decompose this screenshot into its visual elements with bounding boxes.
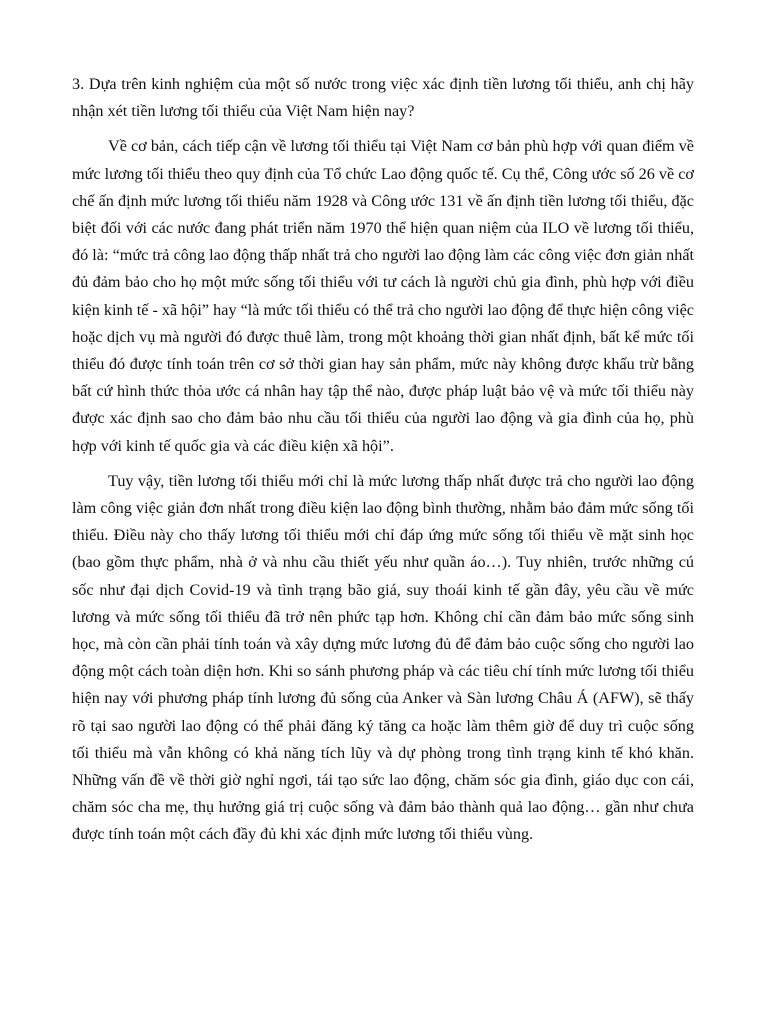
document-body (72, 71, 694, 849)
question-text: 3. Dựa trên kinh nghiệm của một số nước trong việc xác định tiền lương tối thiểu, anh chị hãy nhận xét tiền lương tối thiểu của Việt Nam hiện nay? (72, 75, 694, 121)
paragraph-ilo-definition: Về cơ bản, cách tiếp cận về lương tối thiểu tại Việt Nam cơ bản phù hợp với quan điểm về mức lương tối thiểu theo quy định của Tổ chức Lao động quốc tế. Cụ thể, Công ước số 26 về cơ chế ấn định mức lương tối thiểu năm 1928 và Công ước 131 về ấn định tiền lương tối thiểu, đặc biệt đối với các nước đang phát triển năm 1970 thể hiện quan niệm của ILO về lương tối thiểu, đó là: “mức trả công lao động thấp nhất trả cho người lao động làm các công việc đơn giản nhất đủ đảm bảo cho họ một mức sống tối thiểu với tư cách là người chủ gia đình, phù hợp với điều kiện kinh tế - xã hội” hay “là mức tối thiểu có thể trả cho người lao động để thực hiện công việc hoặc dịch vụ mà người đó được thuê làm, trong một khoảng thời gian nhất định, bất kể mức tối thiểu đó được tính toán trên cơ sở thời gian hay sản phẩm, mức này không được khấu trừ bằng bất cứ hình thức thỏa ước cá nhân hay tập thể nào, được pháp luật bảo vệ và mức tối thiểu này được xác định sao cho đảm bảo nhu cầu tối thiểu của người lao động và gia đình của họ, phù hợp với kinh tế quốc gia và các điều kiện xã hội”. (72, 137, 694, 455)
paragraph-assessment: Tuy vậy, tiền lương tối thiểu mới chỉ là mức lương thấp nhất được trả cho người lao động làm công việc giản đơn nhất trong điều kiện lao động bình thường, nhằm bảo đảm mức sống tối thiểu. Điều này cho thấy lương tối thiểu mới chỉ đáp ứng mức sống tối thiểu về mặt sinh học (bao gồm thực phẩm, nhà ở và nhu cầu thiết yếu như quần áo…). Tuy nhiên, trước những cú sốc như đại dịch Covid-19 và tình trạng bão giá, suy thoái kinh tế gần đây, yêu cầu về mức lương và mức sống tối thiểu đã trở nên phức tạp hơn. Không chỉ cần đảm bảo mức sống sinh học, mà còn cần phải tính toán và xây dựng mức lương đủ để đảm bảo cuộc sống cho người lao động một cách toàn diện hơn. Khi so sánh phương pháp và các tiêu chí tính mức lương tối thiểu hiện nay với phương pháp tính lương đủ sống của Anker và Sàn lương Châu Á (AFW), sẽ thấy rõ tại sao người lao động có thể phải đăng ký tăng ca hoặc làm thêm giờ để duy trì cuộc sống tối thiểu mà vẫn không có khả năng tích lũy và dự phòng trong tình trạng kinh tế khó khăn. Những vấn đề về thời giờ nghỉ ngơi, tái tạo sức lao động, chăm sóc gia đình, giáo dục con cái, chăm sóc cha mẹ, thụ hưởng giá trị cuộc sống và đảm bảo thành quả lao động… gần như chưa được tính toán một cách đầy đủ khi xác định mức lương tối thiểu vùng. (72, 471, 694, 844)
